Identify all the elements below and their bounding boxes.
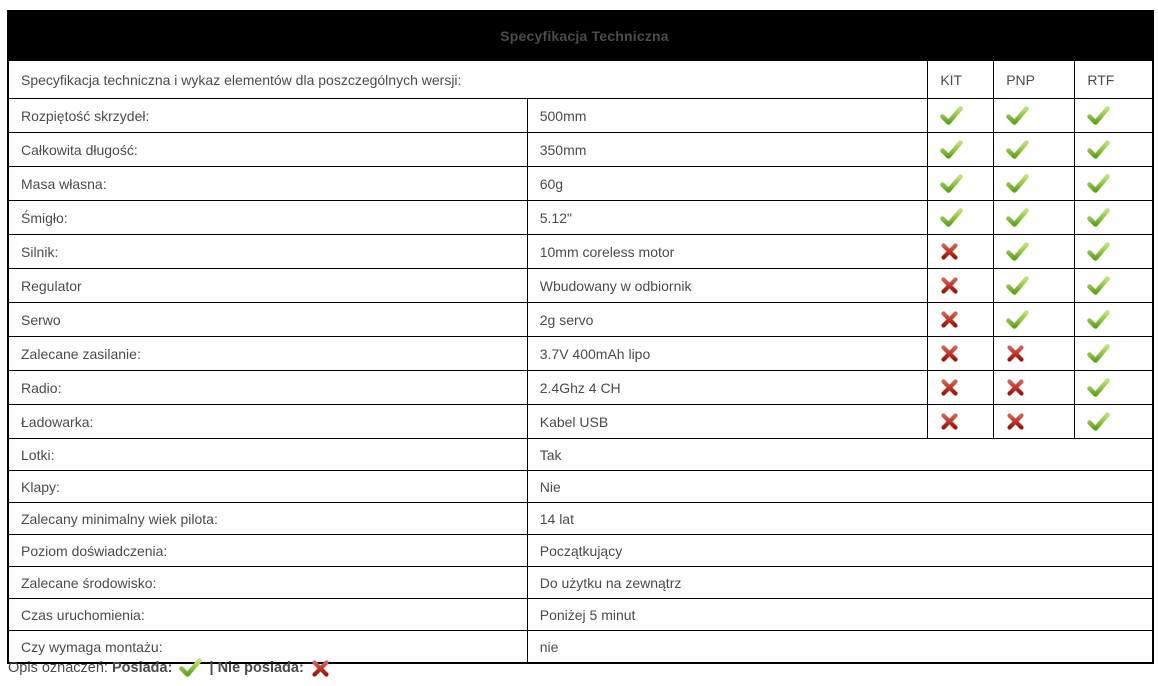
table-row [8, 471, 1153, 503]
check-icon [1006, 106, 1029, 125]
legend-prefix: Opis oznaczeń: [8, 660, 108, 676]
page-title: Specyfikacja Techniczna [8, 11, 1153, 61]
spec-value: Kabel USB [527, 405, 928, 439]
check-icon [1087, 208, 1110, 227]
table-row [8, 99, 1153, 133]
legend-separator: | [209, 660, 214, 676]
mark-cell-kit [928, 133, 994, 167]
legend-has-not-label: Nie posiada: [217, 660, 304, 676]
table-row [8, 599, 1153, 631]
spec-value: 60g [527, 167, 928, 201]
cross-icon [1006, 345, 1025, 362]
check-icon [1006, 310, 1029, 329]
mark-cell-kit [928, 235, 994, 269]
spec-label: Radio: [8, 371, 527, 405]
column-header-pnp: PNP [994, 61, 1075, 99]
mark-cell-pnp [994, 133, 1075, 167]
table-row [8, 133, 1153, 167]
cross-icon [311, 660, 330, 677]
mark-cell-rtf [1075, 269, 1153, 303]
check-icon [1087, 174, 1110, 193]
mark-cell-rtf [1075, 99, 1153, 133]
cross-icon [940, 345, 959, 362]
mark-cell-pnp [994, 99, 1075, 133]
mark-cell-pnp [994, 269, 1075, 303]
spec-value: 10mm coreless motor [527, 235, 928, 269]
cross-icon [940, 277, 959, 294]
cross-icon [940, 379, 959, 396]
spec-label: Lotki: [8, 439, 527, 471]
mark-cell-pnp [994, 337, 1075, 371]
spec-value: 350mm [527, 133, 928, 167]
spec-label: Czy wymaga montażu: [8, 631, 527, 664]
spec-value: 500mm [527, 99, 928, 133]
mark-cell-rtf [1075, 405, 1153, 439]
check-icon [1087, 276, 1110, 295]
spec-table [7, 10, 1154, 664]
mark-cell-kit [928, 167, 994, 201]
spec-label: Masa własna: [8, 167, 527, 201]
mark-cell-rtf [1075, 133, 1153, 167]
check-icon [1006, 276, 1029, 295]
spec-value: Nie [527, 471, 1153, 503]
mark-cell-kit [928, 303, 994, 337]
cross-icon [1006, 379, 1025, 396]
mark-cell-kit [928, 269, 994, 303]
column-header-kit: KIT [928, 61, 994, 99]
check-icon [1087, 140, 1110, 159]
mark-cell-kit [928, 405, 994, 439]
table-row [8, 337, 1153, 371]
spec-value: 5.12" [527, 201, 928, 235]
column-header-row [8, 61, 1153, 99]
mark-cell-pnp [994, 235, 1075, 269]
check-icon [940, 208, 963, 227]
check-icon [1087, 106, 1110, 125]
table-row [8, 303, 1153, 337]
spec-label: Zalecane zasilanie: [8, 337, 527, 371]
spec-label: Zalecane środowisko: [8, 567, 527, 599]
cross-icon [940, 311, 959, 328]
spec-label: Silnik: [8, 235, 527, 269]
mark-cell-kit [928, 201, 994, 235]
cross-icon [1006, 413, 1025, 430]
table-row [8, 503, 1153, 535]
spec-value: 2g servo [527, 303, 928, 337]
check-icon [1087, 242, 1110, 261]
check-icon [940, 174, 963, 193]
spec-value: 2.4Ghz 4 CH [527, 371, 928, 405]
spec-value: Początkujący [527, 535, 1153, 567]
mark-cell-rtf [1075, 303, 1153, 337]
check-icon [1006, 208, 1029, 227]
mark-cell-pnp [994, 371, 1075, 405]
check-icon [940, 140, 963, 159]
mark-cell-rtf [1075, 167, 1153, 201]
spec-label: Serwo [8, 303, 527, 337]
mark-cell-pnp [994, 201, 1075, 235]
header-description: Specyfikacja techniczna i wykaz elementów dla poszczególnych wersji: [8, 61, 928, 99]
table-row [8, 567, 1153, 599]
spec-value: Do użytku na zewnątrz [527, 567, 1153, 599]
spec-label: Zalecany minimalny wiek pilota: [8, 503, 527, 535]
mark-cell-pnp [994, 303, 1075, 337]
mark-cell-rtf [1075, 371, 1153, 405]
mark-cell-pnp [994, 405, 1075, 439]
table-row [8, 201, 1153, 235]
spec-value: Tak [527, 439, 1153, 471]
spec-label: Klapy: [8, 471, 527, 503]
legend-has-mark [172, 660, 209, 676]
spec-value: Wbudowany w odbiornik [527, 269, 928, 303]
mark-cell-rtf [1075, 337, 1153, 371]
spec-label: Śmigło: [8, 201, 527, 235]
table-row [8, 167, 1153, 201]
check-icon [1087, 344, 1110, 363]
check-icon [1006, 242, 1029, 261]
table-row [8, 269, 1153, 303]
table-row [8, 371, 1153, 405]
cross-icon [940, 243, 959, 260]
table-row [8, 535, 1153, 567]
check-icon [1087, 310, 1110, 329]
table-title-bar [8, 11, 1153, 61]
check-icon [940, 106, 963, 125]
check-icon [1087, 412, 1110, 431]
table-row [8, 439, 1153, 471]
spec-label: Rozpiętość skrzydeł: [8, 99, 527, 133]
check-icon [1006, 174, 1029, 193]
mark-cell-pnp [994, 167, 1075, 201]
legend [8, 658, 333, 677]
cross-icon [940, 413, 959, 430]
spec-value: 3.7V 400mAh lipo [527, 337, 928, 371]
spec-label: Całkowita długość: [8, 133, 527, 167]
table-row [8, 405, 1153, 439]
check-icon [1006, 140, 1029, 159]
spec-value: nie [527, 631, 1153, 664]
mark-cell-rtf [1075, 201, 1153, 235]
mark-cell-kit [928, 371, 994, 405]
legend-has-not-mark [304, 660, 333, 676]
check-icon [1087, 378, 1110, 397]
spec-label: Czas uruchomienia: [8, 599, 527, 631]
check-icon [179, 658, 202, 677]
spec-value: 14 lat [527, 503, 1153, 535]
spec-label: Ładowarka: [8, 405, 527, 439]
table-row [8, 235, 1153, 269]
spec-value: Poniżej 5 minut [527, 599, 1153, 631]
column-header-rtf: RTF [1075, 61, 1153, 99]
legend-has-label: Posiada: [111, 660, 173, 676]
mark-cell-kit [928, 337, 994, 371]
mark-cell-kit [928, 99, 994, 133]
mark-cell-rtf [1075, 235, 1153, 269]
spec-label: Poziom doświadczenia: [8, 535, 527, 567]
spec-label: Regulator [8, 269, 527, 303]
